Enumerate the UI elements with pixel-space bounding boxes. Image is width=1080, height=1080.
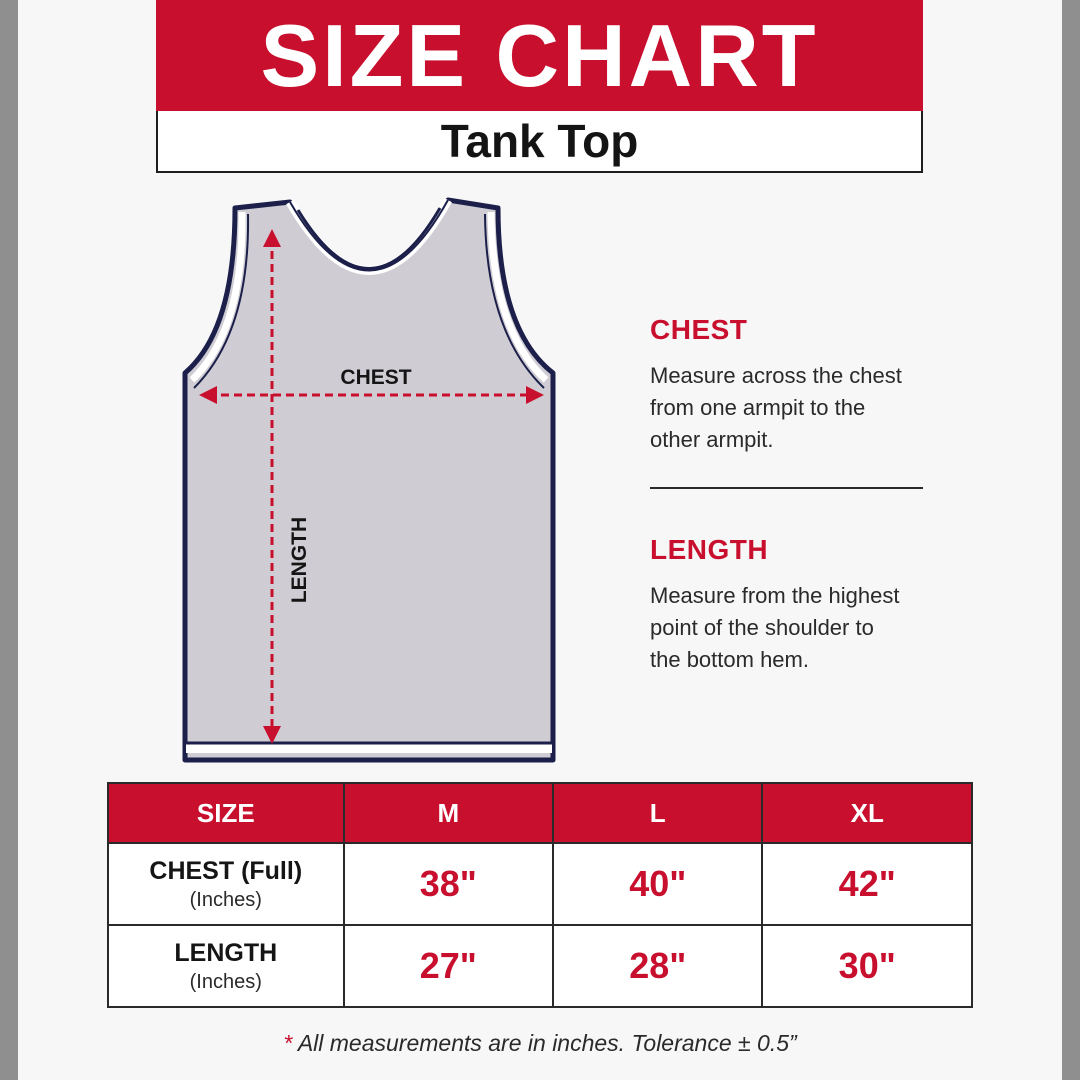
table-cell [553, 925, 762, 1007]
subtitle-box [156, 111, 923, 173]
table-row [108, 925, 972, 1007]
chest-xl-value: 42" [838, 863, 896, 904]
length-info-line: point of the shoulder to [650, 615, 874, 640]
size-table [107, 782, 973, 1008]
chest-info-heading: CHEST [650, 314, 748, 345]
length-l-value: 28" [629, 945, 687, 986]
chest-diagram-label: CHEST [340, 366, 412, 389]
footnote-text: All measurements are in inches. Tolerance ± 0.5” [297, 1030, 797, 1056]
row-header-chest [108, 843, 344, 925]
length-diagram-label: LENGTH [288, 516, 311, 604]
length-info-text [650, 580, 930, 676]
table-cell [762, 925, 972, 1007]
product-subtitle: Tank Top [440, 115, 639, 167]
chest-info-line: from one armpit to the [650, 395, 866, 420]
footnote-asterisk: * [283, 1030, 293, 1056]
tank-top-diagram [180, 190, 560, 765]
title-banner [156, 0, 923, 112]
table-cell [344, 925, 553, 1007]
length-xl-value: 30" [838, 945, 896, 986]
row-label: LENGTH [174, 938, 278, 967]
info-divider [650, 487, 923, 489]
table-cell [762, 843, 972, 925]
length-m-value: 27" [419, 945, 477, 986]
length-info-line: the bottom hem. [650, 647, 809, 672]
row-label: CHEST (Full) [149, 856, 303, 885]
length-info-heading: LENGTH [650, 534, 769, 565]
chest-m-value: 38" [419, 863, 477, 904]
table-cell [344, 843, 553, 925]
page-title: SIZE CHART [260, 6, 819, 105]
row-header-length [108, 925, 344, 1007]
column-header-xl: XL [762, 783, 972, 843]
chest-l-value: 40" [629, 863, 687, 904]
chest-info-line: Measure across the chest [650, 363, 902, 388]
column-header-m: M [344, 783, 553, 843]
chest-info-line: other armpit. [650, 427, 774, 452]
row-unit: (Inches) [189, 888, 262, 911]
table-header-row [108, 783, 972, 843]
length-info-line: Measure from the highest [650, 583, 900, 608]
table-cell [553, 843, 762, 925]
chest-info-text [650, 360, 930, 456]
row-unit: (Inches) [189, 970, 262, 993]
chest-info [650, 314, 930, 456]
table-row [108, 843, 972, 925]
column-header-l: L [553, 783, 762, 843]
column-header-size: SIZE [108, 783, 344, 843]
footnote [0, 1030, 1080, 1057]
length-info [650, 534, 930, 676]
